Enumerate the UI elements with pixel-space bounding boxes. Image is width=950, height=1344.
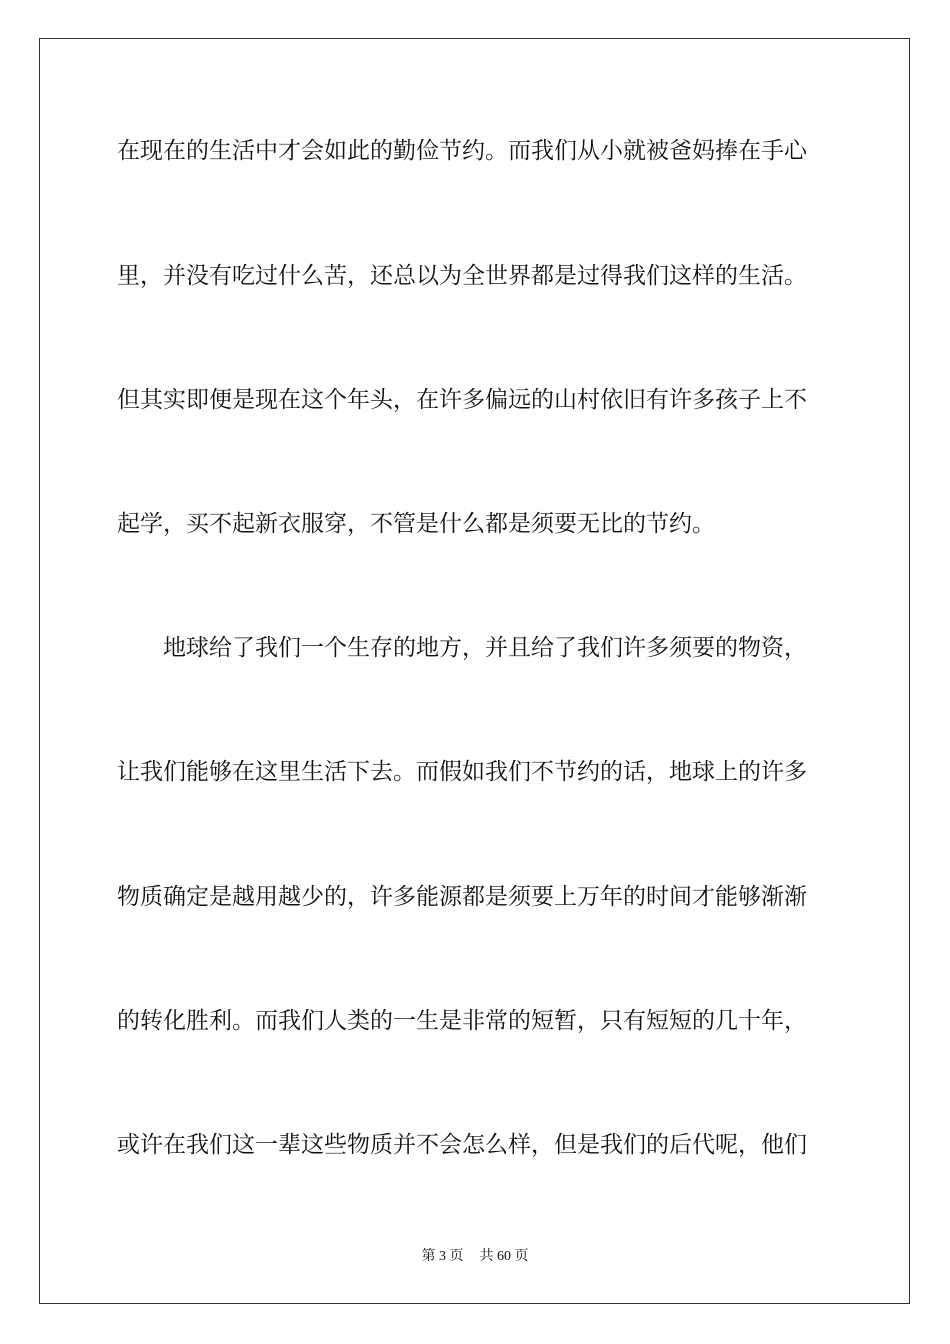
page-number: 第 3 页: [421, 1249, 464, 1264]
text-line: 或许在我们这一辈这些物质并不会怎么样，但是我们的后代呢，他们: [117, 1132, 807, 1158]
text-line: 起学，买不起新衣服穿，不管是什么都是须要无比的节约。: [117, 511, 715, 537]
page-footer: [0, 1248, 950, 1266]
text-line: 在现在的生活中才会如此的勤俭节约。而我们从小就被爸妈捧在手心: [117, 138, 807, 164]
text-line: 里，并没有吃过什么苦，还总以为全世界都是过得我们这样的生活。: [117, 263, 807, 289]
page-border: [39, 38, 910, 1304]
paragraph-start-line: 地球给了我们一个生存的地方，并且给了我们许多须要的物资，: [163, 635, 807, 661]
text-line: 但其实即便是现在这个年头，在许多偏远的山村依旧有许多孩子上不: [117, 387, 807, 413]
page-total: 共 60 页: [479, 1249, 529, 1264]
text-line: 让我们能够在这里生活下去。而假如我们不节约的话，地球上的许多: [117, 759, 807, 785]
text-line: 的转化胜利。而我们人类的一生是非常的短暂，只有短短的几十年，: [117, 1008, 807, 1034]
text-line: 物质确定是越用越少的，许多能源都是须要上万年的时间才能够渐渐: [117, 884, 807, 910]
